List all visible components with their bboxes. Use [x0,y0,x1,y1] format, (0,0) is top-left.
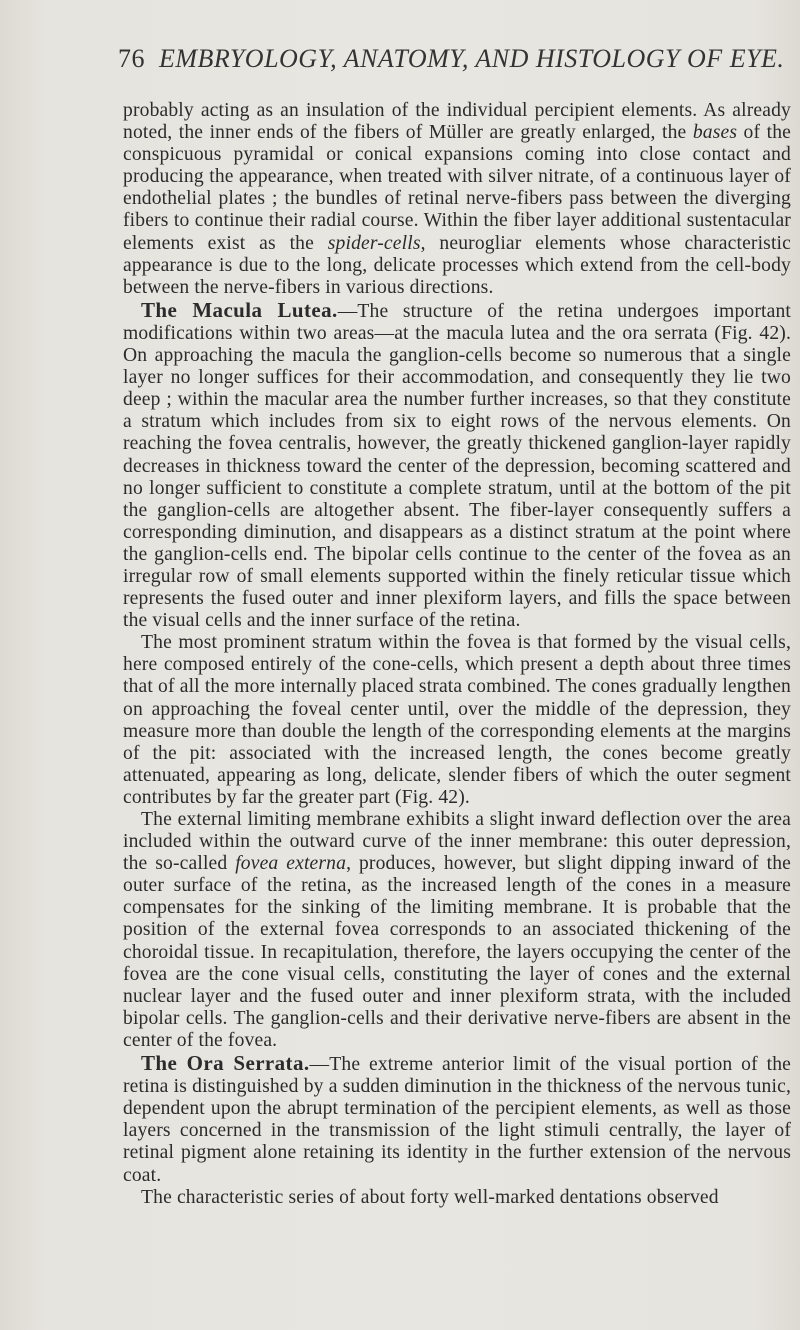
text-run: —The extreme anterior limit of the visual portion of the retina is distinguished by a sudden diminution in the thickness of the nervous tunic, dependent upon the abrupt termination of the percipient elements, as well as those layers concerned in the transmission of the light stimuli centrally, the layer of retinal pigment alone retaining its identity in the further extension of the nervous coat. [123,1054,792,1186]
text-run: of the conspicuous pyramidal or conical expansions coming into close contact and producing the appearance, when treated with silver nitrate, of a continuous layer of endothelial plates ; the bundles of retinal nerve-fibers pass between the diverging fibers to continue their radial course. Within the fiber layer additional sustentacular elements exist as the [123,122,792,254]
body-text [123,100,791,1209]
italic-term: fovea externa [235,853,347,875]
text-run: probably acting as an insulation of the individual percipient elements. As already noted, the inner ends of the fibers of Müller are greatly enlarged, the [123,100,791,144]
paragraph-p5 [123,1052,791,1187]
section-heading: The Macula Lutea. [141,297,338,322]
page-number: 76 [118,44,145,73]
paragraph-p4 [123,809,791,1052]
italic-term: bases [692,122,738,144]
text-run: The characteristic series of about forty well-marked dentations observed [141,1186,719,1208]
text-run: The most prominent stratum within the fovea is that formed by the visual cells, here composed entirely of the cone-cells, which present a depth about three times that of all the more internally placed strata combined. The cones gradually lengthen on approaching the foveal center until, over the middle of the depression, they measure more than double the length of the corresponding elements at the margins of the pit: associated with the increased length, the cones become greatly attenuated, appearing as long, delicate, slender fibers of which the outer segment contributes by far the greater part (Fig. 42). [123,632,791,808]
running-head-title: EMBRYOLOGY, ANATOMY, AND HISTOLOGY OF EYE. [159,44,785,73]
italic-term: spider-cells [327,232,421,254]
paragraph-p2 [123,299,791,632]
section-heading: The Ora Serrata. [141,1051,310,1076]
paragraph-p3 [123,632,791,809]
paragraph-p1 [123,100,791,299]
text-run: The external limiting membrane exhibits a slight inward deflection over the area included within the outward curve of the inner membrane: this outer depression, the so-called [123,809,791,875]
text-run: , neurogliar elements whose characteristic appearance is due to the long, delicate processes which extend from the cell-body between the nerve-fibers in various directions. [123,232,791,298]
text-run: , produces, however, but slight dipping inward of the outer surface of the retina, as the increased length of the cones in a measure compensates for the sinking of the limiting membrane. It is probable that the position of the external fovea corresponds to an associated thickening of the choroidal tissue. In recapitulation, therefore, the layers occupying the center of the fovea are the cone visual cells, constituting the layer of cones and the external nuclear layer and the fused outer and inner plexiform strata, with the included bipolar cells. The ganglion-cells and their derivative nerve-fibers are absent in the center of the fovea. [123,853,791,1051]
paragraph-p6 [123,1187,791,1209]
text-run: —The structure of the retina undergoes important modifications within two areas—at the macula lutea and the ora serrata (Fig. 42). On approaching the macula the ganglion-cells become so numerous that a single layer no longer suffices for their accommodation, and consequently they lie two deep ; within the macular area the number further increases, so that they constitute a stratum which includes from six to eight rows of the nervous elements. On reaching the fovea centralis, however, the greatly thickened ganglion-layer rapidly decreases in thickness toward the center of the depression, becoming scattered and no longer sufficient to constitute a complete stratum, until at the bottom of the pit the ganglion-cells are altogether absent. The fiber-layer consequently suffers a corresponding diminution, and disappears as a distinct stratum at the point where the ganglion-cells end. The bipolar cells continue to the center of the fovea as an irregular row of small elements supported within the finely reticular tissue which represents the fused outer and inner plexiform layers, and fills the space between the visual cells and the inner surface of the retina. [123,300,791,632]
running-head [118,44,785,74]
